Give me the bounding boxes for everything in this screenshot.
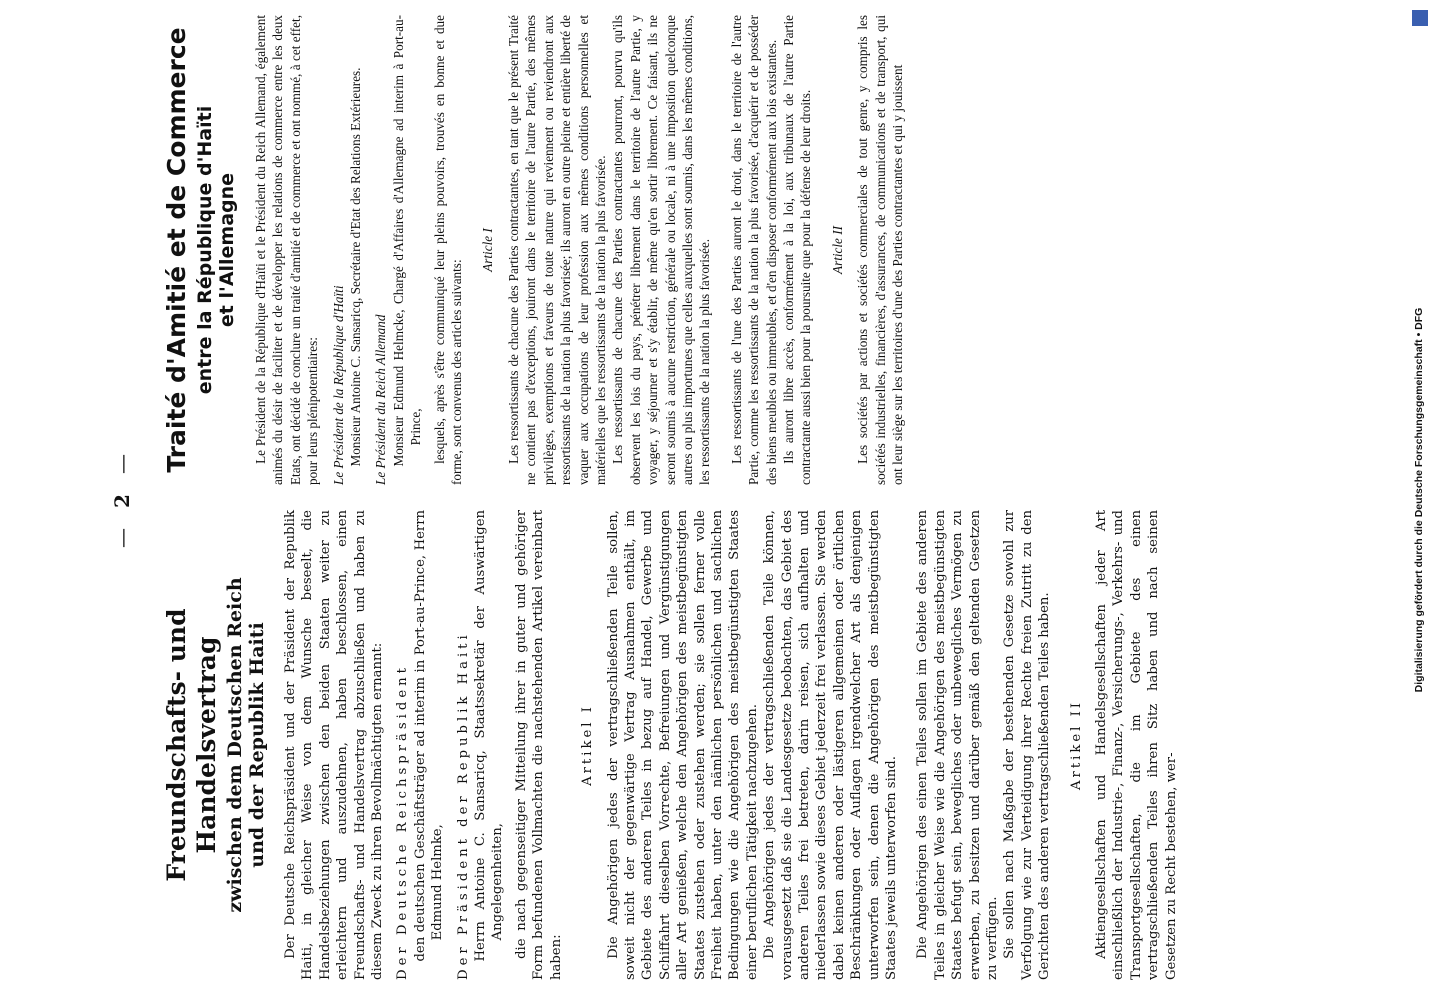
french-article-1-para-4: Ils auront libre accès, conformément à la loi, aux tribunaux de l'autre Partie contractante aussi bien pour la poursuite que pour la défense de leur droits. (780, 15, 814, 485)
german-article-1-para-3: Die Angehörigen des einen Teiles sollen im Gebiete des anderen Teiles in gleicher Weise wie die Angehörigen des meistbegünstigten Staates befugt sein, bewegliches oder unbewegliches Vermögen zu erwerben, zu besitzen und darüber gemäß den geltenden Gesetzen zu verfügen. (915, 510, 1001, 980)
french-closing: lesquels, après s'être communiqué leur pleins pouvoirs, trouvés en bonne et due forme, sont convenus des articles suivants: (431, 15, 465, 485)
german-subtitle-2: und der Republik Haiti (246, 622, 268, 868)
french-reich-name: Monsieur Edmund Helmcke, Chargé d'Affaires d'Allemagne ad interim à Port-au-Prince, (390, 15, 424, 467)
french-subtitle-2: et l'Allemagne (216, 172, 238, 328)
german-preamble: Der Deutsche Reichspräsident und der Präsident der Republik Haiti, in gleicher Weise von dem Wunsche beseelt, die Handelsbeziehungen zwischen den beiden Staaten weiter zu erleichtern und auszudehnen, haben beschlossen, einen Freundschafts- und Handelsvertrag abzuschließen und haben zu diesem Zweck zu ihren Bevollmächtigten ernannt: (283, 510, 386, 980)
french-haiti-name: Monsieur Antoine C. Sansaricq, Secrétaire d'Etat des Relations Extérieures. (348, 67, 364, 467)
french-preamble: Le Président de la République d'Haïti et le Président du Reich Allemand, également animés du désir de faciliter et de développer les relations de commerce entre les deux Etats, ont décidé de conclure un traité d'amitié et de commerce et ont nommé, à cet effet, pour leurs plénipotentiaires: (253, 15, 321, 485)
french-article-1-para-3: Les ressortissants de l'une des Parties auront le droit, dans le territoire de l'autre Partie, comme les ressortissants de la nation la plus favorisée, d'acquérir et de posséder des biens meubles ou immeubles, et d'en disposer conformément aux lois existantes. (728, 15, 779, 485)
french-reich-label: Le Président du Reich Allemand (373, 314, 389, 485)
french-article-2-heading: Article II (829, 226, 845, 274)
german-article-2-para-1: Aktiengesellschaften und Handelsgesellschaften jeder Art einschließlich der Industrie-, Finanz-, Versicherungs-, Verkehrs- und Transportgesellschaften, die im Gebiete des einen vertragschließenden Teiles ihren Sitz haben und nach seinen Gesetzen zu Recht bestehen, wer- (1094, 510, 1179, 980)
german-haiti-label: Der Präsident der Republik Haiti (455, 631, 471, 980)
german-reich-name: den deutschen Geschäftsträger ad interim in Port-au-Prince, Herrn Edmund Helmke, (412, 510, 446, 962)
rotated-document (102, 10, 1332, 990)
german-column (162, 510, 1180, 980)
page-number: —2— (110, 452, 134, 548)
french-article-2-para-1: Les sociétés par actions et sociétés commerciales de tout genre, y compris les sociétés industrielles, financières, d'assurances, de communications et de transport, qui ont leur siège sur les territoires d'une des Parties contractantes et qui y jouissent (855, 15, 905, 485)
french-article-1-heading: Article I (480, 228, 496, 272)
french-article-1-para-1: Les ressortissants de chacune des Parties contractantes, en tant que le présent Traité ne contient pas d'exceptions, jouiront dans le territoire de l'autre Partie, des mêmes privilèges, exemptions et faveurs de toute nature qui reviennent ou reviendront aux ressortissants de la nation la plus favorisée; ils auront en outre pleine et entière liberté de vaquer aux occupations de leur profession aux mêmes conditions personnelles et matérielles que les ressortissants de la nation la plus favorisée. (505, 15, 608, 485)
german-article-2-heading: Artikel II (1068, 700, 1084, 790)
german-closing: die nach gegenseitiger Mitteilung ihrer in guter und gehöriger Form befundenen Vollmachten die nachstehenden Artikel vereinbart haben: (513, 510, 564, 980)
german-reich-label: Der Deutsche Reichspräsident (395, 664, 411, 980)
german-haiti-name: Herrn Antoine C. Sansaricq, Staatssekretär der Auswärtigen Angelegenheiten, (473, 510, 506, 962)
french-title: Traité d'Amitié et de Commerce (162, 27, 191, 473)
french-subtitle-1: entre la République d'Haïti (194, 105, 216, 395)
german-article-1-para-2: Die Angehörigen jedes der vertragschließenden Teile können, vorausgesetzt daß sie die Landesgesetze beobachten, das Gebiet des anderen Teiles frei betreten, darin reisen, sich aufhalten und niederlassen sowie dieses Gebiet jederzeit frei verlassen. Sie werden dabei keinen anderen oder lästigeren allgemeinen oder örtlichen Beschränkungen oder Auflagen irgendwelcher Art als denjenigen unterworfen sein, denen die Angehörigen des meistbegünstigten Staates jeweils unterworfen sind. (762, 510, 899, 980)
german-article-1-para-4: Sie sollen nach Maßgabe der bestehenden Gesetze sowohl zur Verfolgung wie zur Verteidigung ihrer Rechte freien Zutritt zu den Gerichten des anderen vertragschließenden Teiles haben. (1002, 510, 1053, 980)
german-article-1-para-1: Die Angehörigen jedes der vertragschließenden Teile sollen, soweit nicht der gegenwärtige Vertrag Ausnahmen enthält, im Gebiete des anderen Teiles in bezug auf Handel, Gewerbe und Schiffahrt dieselben Vorrechte, Befreiungen und Vergünstigungen aller Art genießen, welche den Angehörigen des meistbegünstigten Staates zustehen oder zustehen werden; sie sollen ferner volle Freiheit haben, unter den nämlichen persönlichen und sachlichen Bedingungen wie die Angehörigen des meistbegünstigten Staates einer beruflichen Tätigkeit nachzugehen. (605, 510, 760, 980)
french-article-1-para-2: Les ressortissants de chacune des Parties contractantes pourront, pourvu qu'ils observent les lois du pays, pénétrer librement dans le territoire de l'autre Partie, y voyager, y séjourner et s'y établir, de même qu'en sortir librement. Ce faisant, ils ne seront soumis à aucune restriction, générale ou locale, ni à une imposition quelconque autres ou plus importunes que celles auxquelles sont soumis, dans les mêmes conditions, les ressortissants de la nation la plus favorisée. (610, 15, 713, 485)
german-title: Freundschafts- und Handelsvertrag (162, 608, 221, 882)
dfg-logo-mark (1412, 10, 1428, 26)
german-subtitle-1: zwischen dem Deutschen Reich (224, 577, 246, 913)
digitization-credit: Digitalisierung gefördert durch die Deutsche Forschungsgemeinschaft • DFG (1413, 307, 1425, 693)
french-haiti-label: Le Président de la République d'Haïti (330, 285, 346, 485)
german-article-1-heading: Artikel I (580, 704, 596, 786)
french-column (162, 15, 906, 485)
